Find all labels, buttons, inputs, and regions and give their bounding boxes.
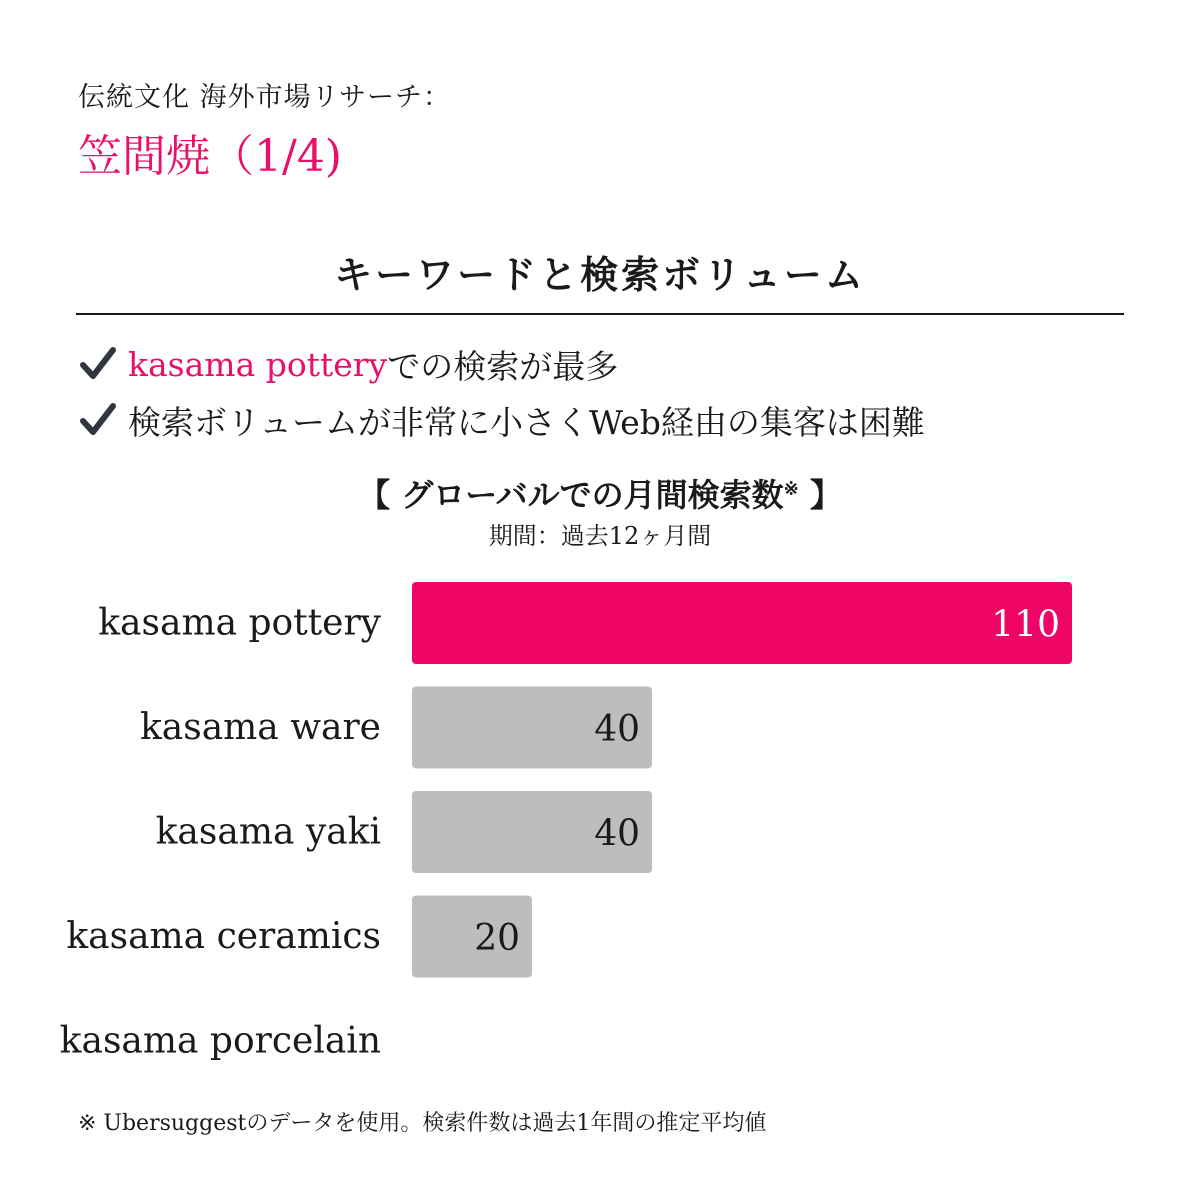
value-label: 20	[474, 918, 520, 959]
chart-title	[0, 470, 1200, 516]
category-label: kasama ceramics	[66, 916, 381, 957]
page-kicker: 伝統文化 海外市場リサーチ：	[78, 82, 452, 113]
chart-title-close: 】	[798, 476, 842, 514]
bullet-item	[78, 336, 925, 392]
category-label: kasama porcelain	[59, 1020, 381, 1062]
chart-title-text: 【 グローバルでの月間検索数	[358, 476, 784, 514]
bar	[412, 582, 1072, 664]
chart-title-footnote-mark: ※	[783, 478, 799, 500]
check-icon	[78, 344, 122, 384]
page-header	[78, 78, 451, 192]
bullet-text: 検索ボリュームが非常に小さくWeb経由の集客は困難	[128, 402, 925, 442]
value-label: 40	[594, 813, 640, 855]
category-label: kasama yaki	[155, 811, 381, 853]
bullet-highlight: kasama pottery	[128, 344, 388, 384]
bullet-text: での検索が最多	[387, 346, 619, 386]
bullet-list	[78, 336, 925, 448]
check-icon	[78, 400, 122, 440]
section-title: キーワードと検索ボリューム	[334, 252, 866, 297]
page-title: 笠間焼（1/4)	[78, 131, 342, 182]
category-label: kasama pottery	[98, 602, 381, 644]
bullet-item	[78, 392, 925, 448]
value-label: 110	[991, 604, 1060, 646]
chart-subtitle: 期間：過去12ヶ月間	[488, 522, 712, 550]
category-label: kasama ware	[139, 707, 381, 748]
bar-chart	[0, 560, 1200, 1080]
value-label: 40	[594, 709, 640, 750]
footnote: ※ Ubersuggestのデータを使用。検索件数は過去1年間の推定平均値	[78, 1111, 767, 1136]
section-divider	[76, 313, 1124, 315]
